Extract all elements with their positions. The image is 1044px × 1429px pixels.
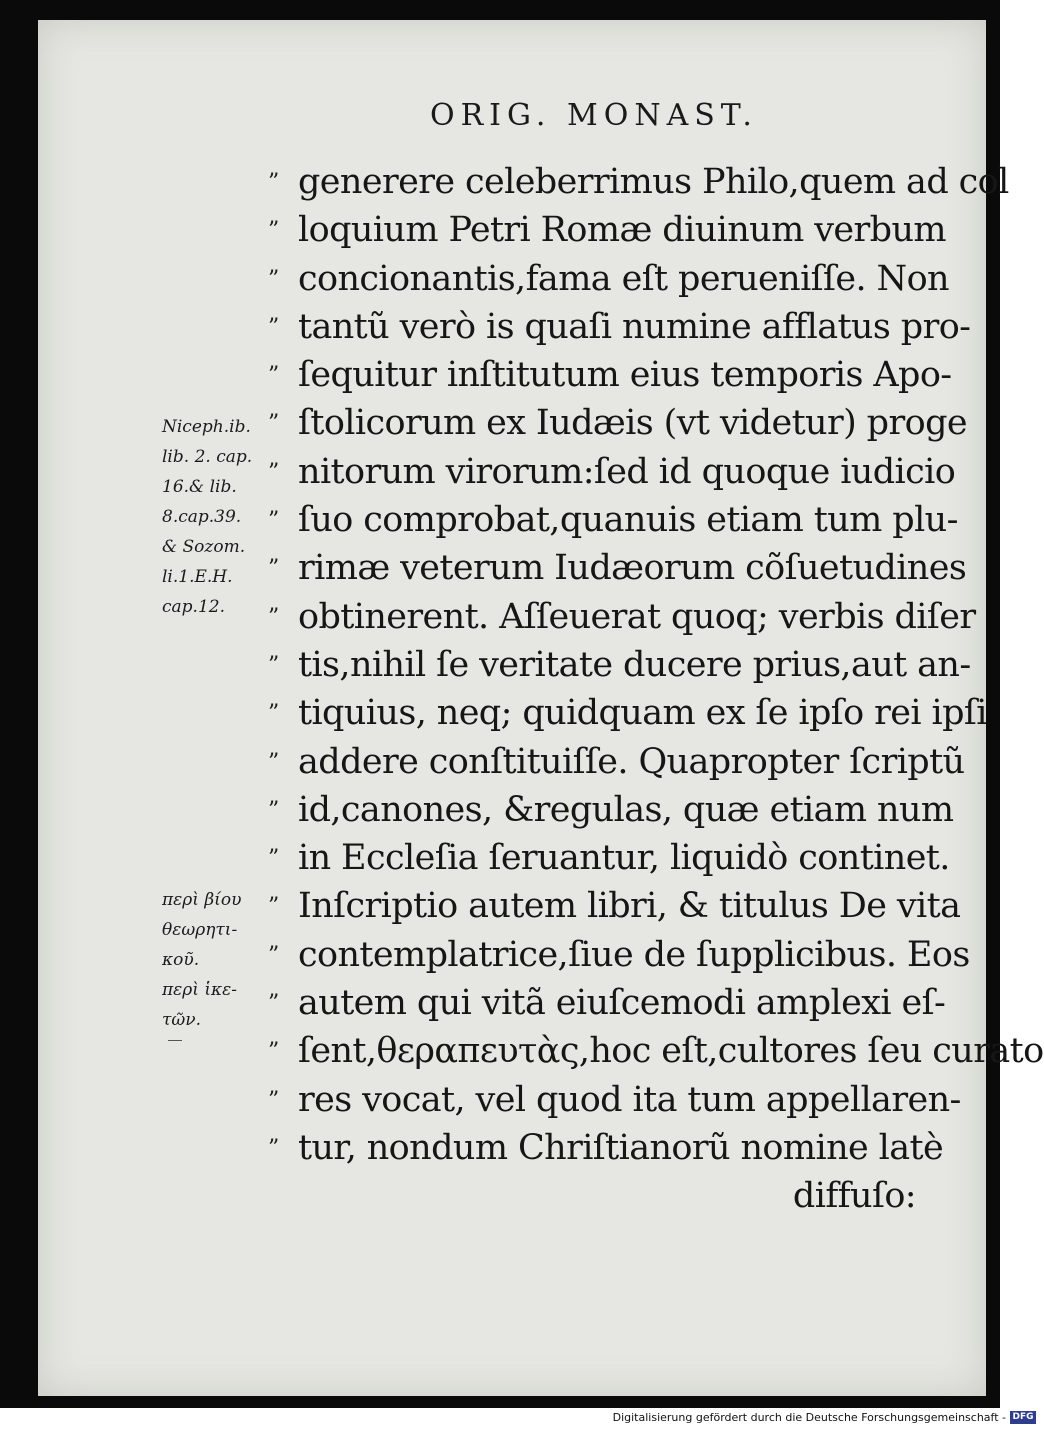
- quote-mark: ”: [268, 459, 280, 485]
- margin-note-line: περὶ ἱκε-: [162, 980, 238, 1000]
- margin-note-greek-titles: [162, 885, 241, 1035]
- quote-mark: ”: [268, 556, 280, 582]
- quote-mark: ”: [268, 508, 280, 534]
- quote-mark: ”: [268, 170, 280, 195]
- margin-note-line: 8.cap.39.: [162, 507, 242, 527]
- quote-mark: ”: [268, 411, 280, 437]
- text-line: ” addere conſtituiſſe. Quapropter ſcriptũ: [268, 738, 958, 786]
- margin-note-line: 16.& lib.: [162, 477, 237, 497]
- quote-mark: ”: [268, 1087, 280, 1113]
- text-line: ” nitorum virorum:ſed id quoque iudicio: [268, 448, 958, 496]
- margin-note-line: lib. 2. cap.: [162, 447, 253, 467]
- text-line: ” ſent,θεραπευτὰς,hoc eſt,cultores ſeu curato: [268, 1027, 958, 1075]
- margin-note-line: τῶν.: [162, 1010, 202, 1030]
- quote-mark: ”: [268, 991, 280, 1017]
- margin-note-line: & Sozom.: [162, 537, 246, 557]
- text-line: ” tur, nondum Chriſtianorũ nomine latè: [268, 1124, 958, 1172]
- quote-mark: ”: [268, 749, 280, 775]
- quote-mark: ”: [268, 314, 280, 340]
- text-line: ” obtinerent. Aſſeuerat quoq; verbis diſer: [268, 593, 958, 641]
- quote-mark: ”: [268, 797, 280, 823]
- text-line: ” loquium Petri Romæ diuinum verbum: [268, 206, 958, 254]
- quote-mark: ”: [268, 604, 280, 630]
- text-line: ” in Eccleſia ſeruantur, liquidò continet.: [268, 834, 958, 882]
- margin-note-references: [162, 412, 252, 622]
- text-line: ” id,canones, &regulas, quæ etiam num: [268, 786, 958, 834]
- margin-note-line: περὶ βίου: [162, 890, 242, 910]
- quote-mark: ”: [268, 652, 280, 678]
- quote-mark: ”: [268, 701, 280, 727]
- text-line: ” res vocat, vel quod ita tum appellaren-: [268, 1076, 958, 1124]
- text-line: ” ſtolicorum ex Iudæis (vt videtur) proge: [268, 399, 958, 447]
- quote-mark: ”: [268, 942, 280, 968]
- margin-note-line: Niceph.ib.: [162, 417, 251, 437]
- text-line: ” ſuo comprobat,quanuis etiam tum plu-: [268, 496, 958, 544]
- quote-mark: ”: [268, 1135, 280, 1161]
- main-text-block: [268, 158, 1044, 1221]
- margin-note-line: li.1.E.H.: [162, 567, 233, 587]
- running-head: ORIG. MONAST.: [430, 98, 758, 133]
- dfg-logo-icon: DFG: [1010, 1411, 1036, 1424]
- text-line: ” Inſcriptio autem libri, & titulus De vita: [268, 882, 958, 930]
- text-line: ” tis,nihil ſe veritate ducere prius,aut an-: [268, 641, 958, 689]
- text-line: ” tiquius, neq; quidquam ex ſe ipſo rei ipſi: [268, 689, 958, 737]
- margin-divider: [168, 1040, 182, 1041]
- text-line: ” autem qui vitã eiuſcemodi amplexi eſ-: [268, 979, 958, 1027]
- text-line: ” tantũ verò is quaſi numine afflatus pro-: [268, 303, 958, 351]
- text-line: ” concionantis,fama eſt perueniſſe. Non: [268, 255, 958, 303]
- text-line: ” rimæ veterum Iudæorum cõſuetudines: [268, 544, 958, 592]
- quote-mark: ”: [268, 363, 280, 389]
- text-line-final: diffuſo:: [792, 1176, 916, 1217]
- margin-note-line: θεωρητι-: [162, 920, 238, 940]
- margin-note-line: κοῦ.: [162, 950, 200, 970]
- margin-note-line: cap.12.: [162, 597, 225, 617]
- quote-mark: ”: [268, 846, 280, 872]
- footer-credit-text: Digitalisierung gefördert durch die Deutsche Forschungsgemeinschaft -: [612, 1411, 1006, 1424]
- text-line: ” ſequitur inſtitutum eius temporis Apo-: [268, 351, 958, 399]
- text-line: ” generere celeberrimus Philo,quem ad col: [268, 158, 958, 206]
- quote-mark: ”: [268, 266, 280, 292]
- digitization-footer: [613, 1411, 1036, 1424]
- quote-mark: ”: [268, 218, 280, 244]
- text-line: ” contemplatrice,ſiue de ſupplicibus. Eos: [268, 931, 958, 979]
- quote-mark: ”: [268, 1039, 280, 1065]
- quote-mark: ”: [268, 894, 280, 920]
